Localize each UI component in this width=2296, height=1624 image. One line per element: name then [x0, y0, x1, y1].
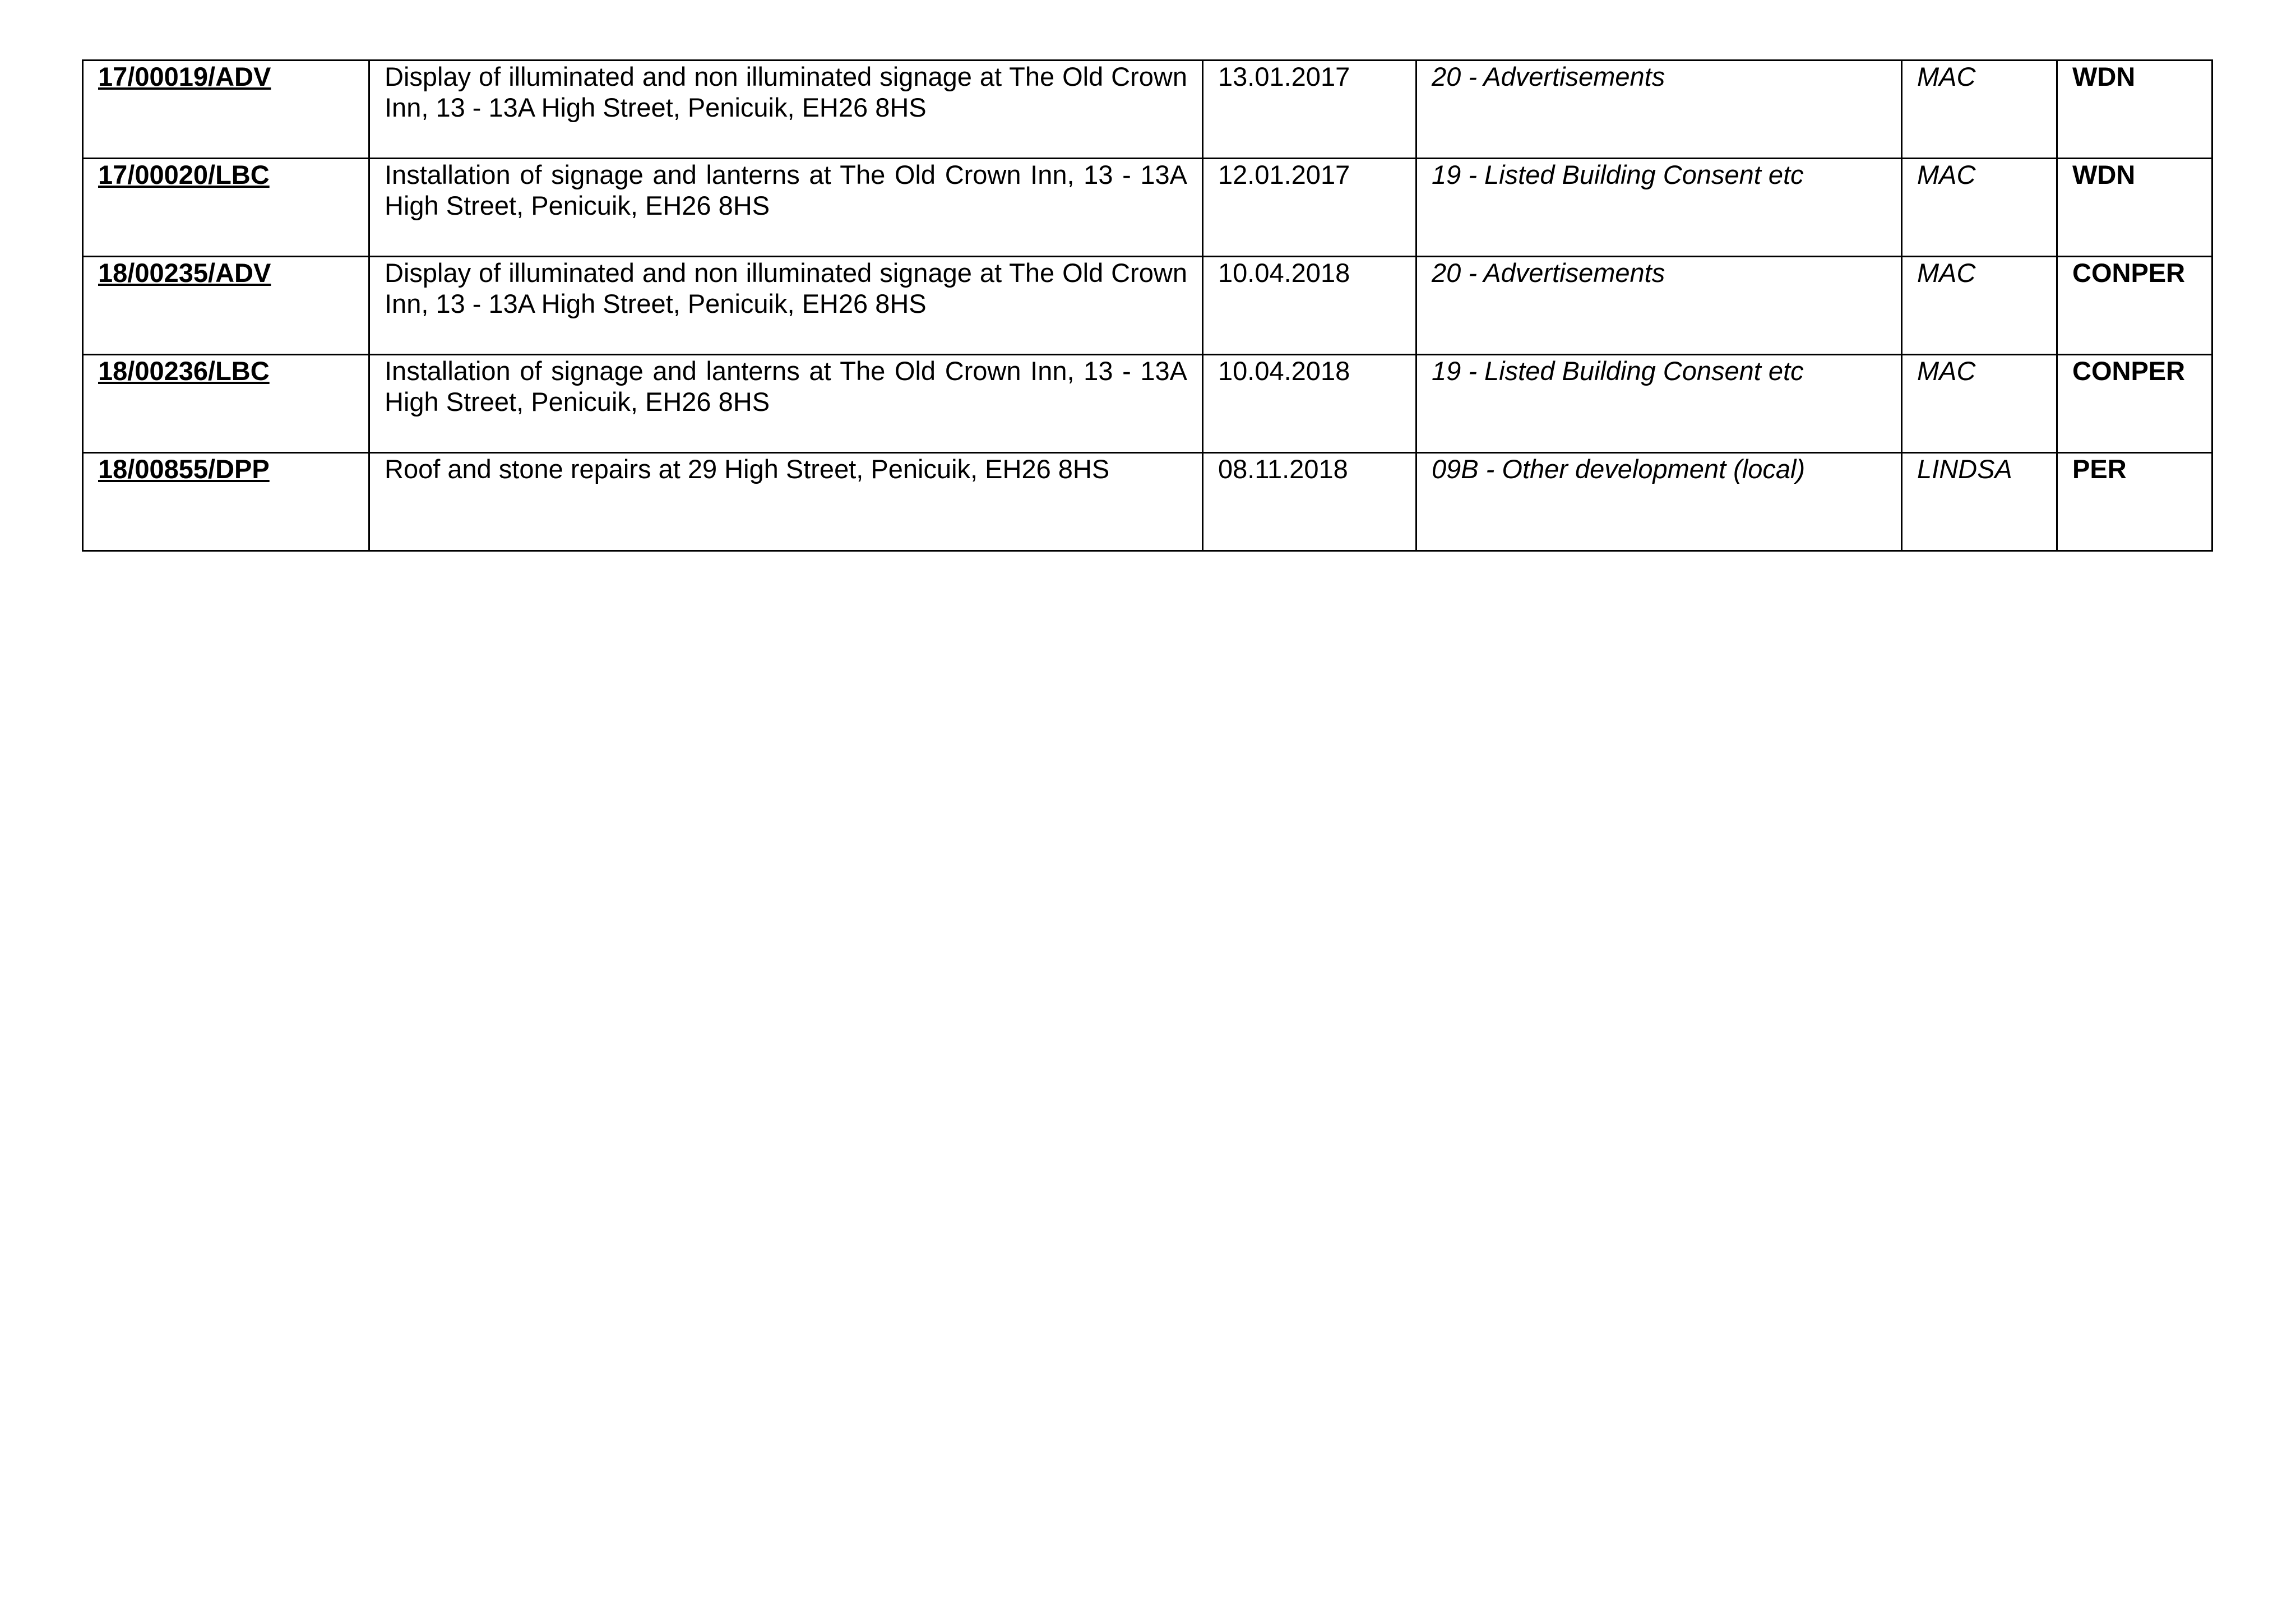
decision-cell: CONPER	[2057, 355, 2212, 453]
table-row	[83, 61, 2212, 159]
table-row	[83, 159, 2212, 257]
officer-cell: MAC	[1902, 355, 2057, 453]
officer-cell: MAC	[1902, 159, 2057, 257]
table-row	[83, 257, 2212, 355]
description-cell: Display of illuminated and non illuminated signage at The Old Crown Inn, 13 - 13A High Street, Penicuik, EH26 8HS	[369, 257, 1203, 355]
date-cell: 12.01.2017	[1203, 159, 1417, 257]
application-type-cell: 09B - Other development (local)	[1417, 453, 1902, 551]
reference-cell	[83, 257, 369, 355]
officer-cell: MAC	[1902, 257, 2057, 355]
table-row	[83, 453, 2212, 551]
decision-cell: CONPER	[2057, 257, 2212, 355]
reference-cell	[83, 159, 369, 257]
application-type-cell: 20 - Advertisements	[1417, 61, 1902, 159]
application-reference-link[interactable]: 18/00855/DPP	[98, 454, 270, 484]
reference-cell	[83, 61, 369, 159]
application-reference-link[interactable]: 18/00236/LBC	[98, 356, 270, 386]
application-reference-link[interactable]: 17/00020/LBC	[98, 160, 270, 189]
applications-table	[82, 59, 2213, 552]
reference-cell	[83, 355, 369, 453]
decision-cell: WDN	[2057, 159, 2212, 257]
date-cell: 10.04.2018	[1203, 257, 1417, 355]
description-cell: Installation of signage and lanterns at The Old Crown Inn, 13 - 13A High Street, Penicuik, EH26 8HS	[369, 159, 1203, 257]
description-cell: Display of illuminated and non illuminated signage at The Old Crown Inn, 13 - 13A High Street, Penicuik, EH26 8HS	[369, 61, 1203, 159]
date-cell: 10.04.2018	[1203, 355, 1417, 453]
officer-cell: MAC	[1902, 61, 2057, 159]
date-cell: 08.11.2018	[1203, 453, 1417, 551]
date-cell: 13.01.2017	[1203, 61, 1417, 159]
application-reference-link[interactable]: 17/00019/ADV	[98, 62, 271, 91]
reference-cell	[83, 453, 369, 551]
decision-cell: PER	[2057, 453, 2212, 551]
application-type-cell: 20 - Advertisements	[1417, 257, 1902, 355]
table-row	[83, 355, 2212, 453]
description-cell: Installation of signage and lanterns at The Old Crown Inn, 13 - 13A High Street, Penicuik, EH26 8HS	[369, 355, 1203, 453]
description-cell: Roof and stone repairs at 29 High Street, Penicuik, EH26 8HS	[369, 453, 1203, 551]
application-type-cell: 19 - Listed Building Consent etc	[1417, 159, 1902, 257]
application-type-cell: 19 - Listed Building Consent etc	[1417, 355, 1902, 453]
decision-cell: WDN	[2057, 61, 2212, 159]
document-page	[82, 59, 2211, 552]
application-reference-link[interactable]: 18/00235/ADV	[98, 258, 271, 288]
officer-cell: LINDSA	[1902, 453, 2057, 551]
